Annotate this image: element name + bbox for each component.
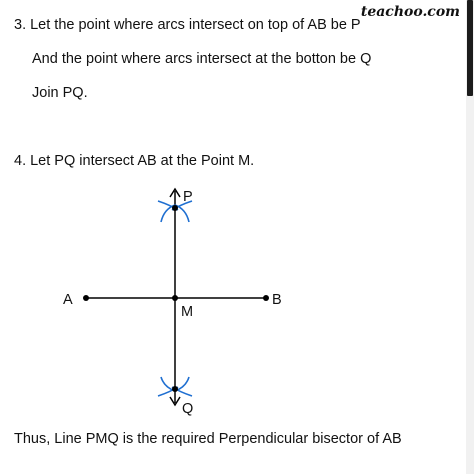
point-m	[172, 295, 178, 301]
label-a: A	[63, 292, 73, 308]
label-b: B	[272, 292, 282, 308]
label-p: P	[183, 189, 193, 205]
step3-line2: And the point where arcs intersect at the botton be Q	[32, 51, 372, 67]
label-m: M	[181, 304, 194, 320]
step3-line1: 3. Let the point where arcs intersect on top of AB be P	[14, 17, 361, 33]
point-a	[83, 295, 89, 301]
step3-line3: Join PQ.	[32, 85, 88, 101]
point-q	[172, 386, 178, 392]
conclusion-text: Thus, Line PMQ is the required Perpendicular bisector of AB	[14, 431, 402, 447]
point-b	[263, 295, 269, 301]
step4-text: 4. Let PQ intersect AB at the Point M.	[14, 153, 255, 169]
teachoo-logo: teachoo.com	[360, 4, 460, 20]
point-p	[172, 205, 178, 211]
label-q: Q	[182, 401, 194, 417]
